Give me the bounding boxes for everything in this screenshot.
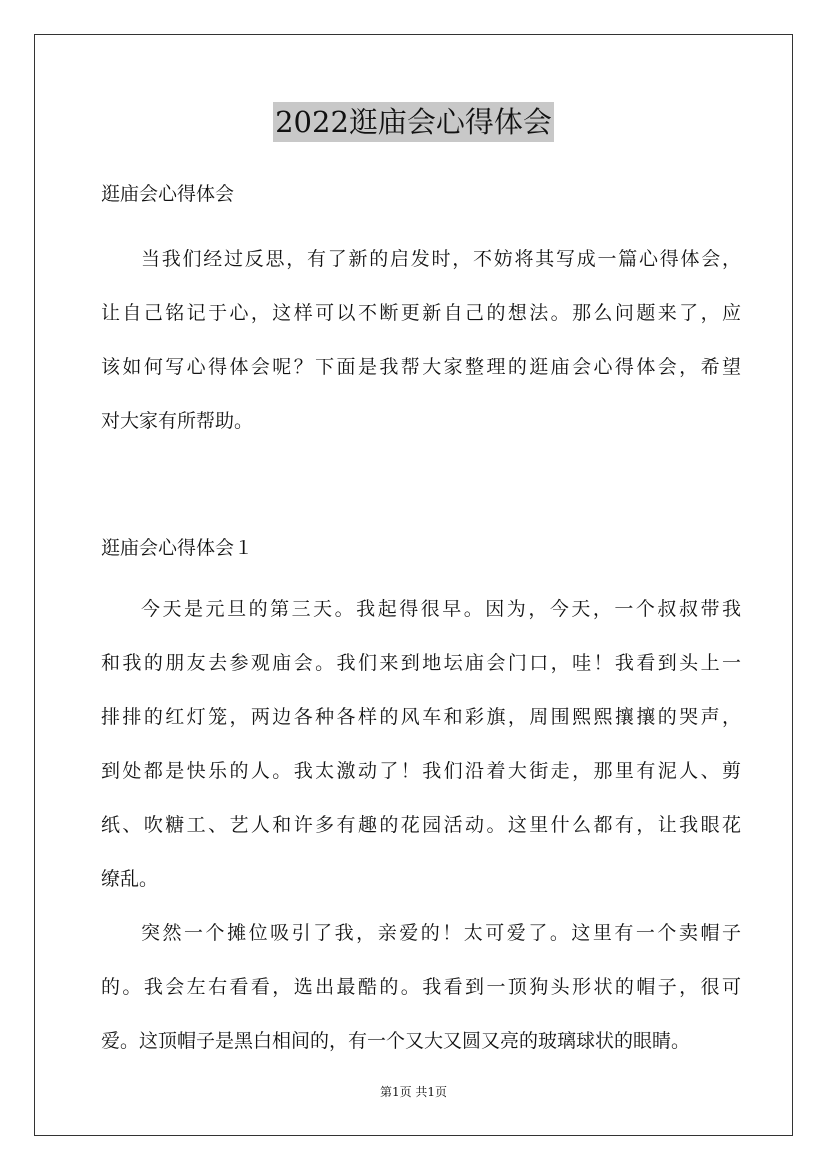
paragraph-line: 纸、吹糖工、艺人和许多有趣的花园活动。这里什么都有，让我眼花 [101, 814, 741, 836]
paragraph-line: 的。我会左右看看，选出最酷的。我看到一顶狗头形状的帽子，很可 [101, 976, 741, 998]
paragraph-line: 到处都是快乐的人。我太激动了！我们沿着大街走，那里有泥人、剪 [101, 760, 741, 782]
paragraph-line: 当我们经过反思，有了新的启发时，不妨将其写成一篇心得体会， [141, 248, 741, 270]
paragraph-line: 缭乱。 [101, 868, 159, 890]
paragraph-line: 让自己铭记于心，这样可以不断更新自己的想法。那么问题来了，应 [101, 302, 741, 324]
document-body [101, 174, 741, 1068]
intro-paragraph [101, 232, 741, 448]
section1-heading: 逛庙会心得体会１ [101, 537, 254, 559]
paragraph-line: 今天是元旦的第三天。我起得很早。因为，今天，一个叔叔带我 [141, 598, 741, 620]
paragraph-line: 爱。这顶帽子是黑白相间的，有一个又大又圆又亮的玻璃球状的眼睛。 [101, 1030, 691, 1052]
intro-heading: 逛庙会心得体会 [101, 183, 235, 205]
section1-paragraph-1 [101, 582, 741, 906]
paragraph-line: 排排的红灯笼，两边各种各样的风车和彩旗，周围熙熙攘攘的哭声， [101, 706, 741, 728]
spacer [101, 214, 741, 232]
paragraph-line: 对大家有所帮助。 [101, 410, 254, 432]
document-title: 2022逛庙会心得体会 [273, 102, 554, 142]
paragraph-line: 突然一个摊位吸引了我，亲爱的！太可爱了。这里有一个卖帽子 [141, 922, 741, 944]
spacer [101, 568, 741, 582]
paragraph-line: 和我的朋友去参观庙会。我们来到地坛庙会门口，哇！我看到头上一 [101, 652, 741, 674]
paragraph-line: 该如何写心得体会呢？下面是我帮大家整理的逛庙会心得体会，希望 [101, 356, 741, 378]
section1-paragraph-2 [101, 906, 741, 1068]
title-container [0, 102, 827, 142]
page-footer: 第1页 共1页 [379, 1085, 448, 1099]
spacer [101, 448, 741, 528]
